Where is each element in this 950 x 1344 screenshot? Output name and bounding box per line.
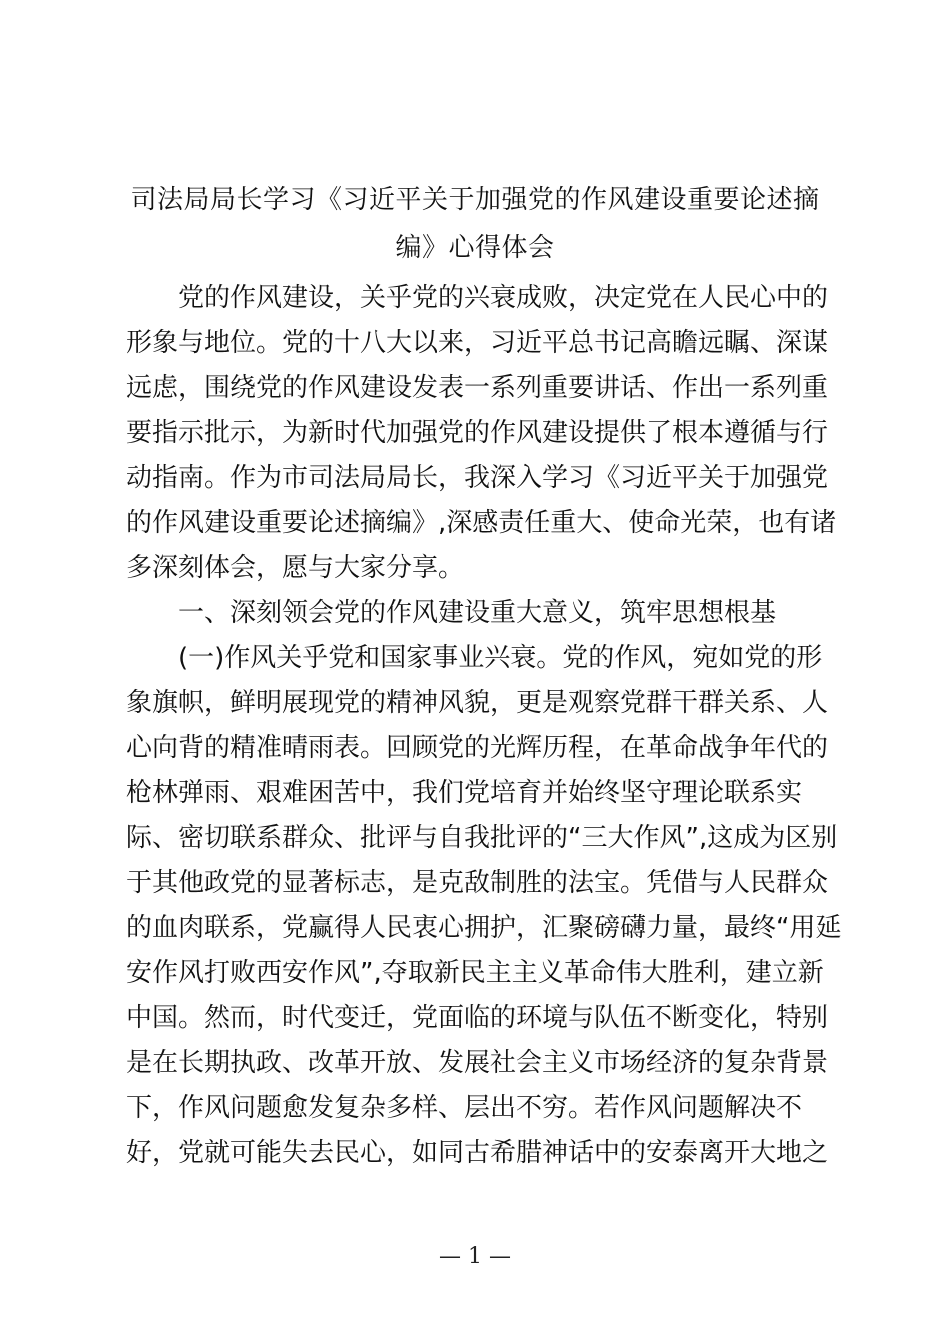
body-line: 安作风打败西安作风”,夺取新民主主义革命伟大胜利，建立新 (126, 958, 824, 988)
body-line: 是在长期执政、改革开放、发展社会主义市场经济的复杂背景 (126, 1048, 829, 1078)
body-line: 好，党就可能失去民心，如同古希腊神话中的安泰离开大地之 (126, 1138, 829, 1168)
body-line: 中国。然而，时代变迁，党面临的环境与队伍不断变化，特别 (126, 1003, 829, 1033)
section-heading: 一、深刻领会党的作风建设重大意义，筑牢思想根基 (126, 598, 777, 628)
document-title-line-2: 编》心得体会 (395, 233, 555, 263)
body-line: 心向背的精准晴雨表。回顾党的光辉历程，在革命战争年代的 (126, 733, 829, 763)
body-line: 动指南。作为市司法局局长，我深入学习《习近平关于加强党 (126, 463, 829, 493)
body-line: 下，作风问题愈发复杂多样、层出不穷。若作风问题解决不 (126, 1093, 803, 1123)
body-line: (一)作风关乎党和国家事业兴衰。党的作风，宛如党的形 (126, 643, 823, 673)
page-number: — 1 — (439, 1244, 511, 1269)
body-line: 形象与地位。党的十八大以来，习近平总书记高瞻远瞩、深谋 (126, 328, 829, 358)
body-line: 要指示批示，为新时代加强党的作风建设提供了根本遵循与行 (126, 418, 829, 448)
body-line: 际、密切联系群众、批评与自我批评的“三大作风”,这成为区别 (126, 823, 838, 853)
body-line: 于其他政党的显著标志，是克敌制胜的法宝。凭借与人民群众 (126, 868, 829, 898)
body-line: 枪林弹雨、艰难困苦中，我们党培育并始终坚守理论联系实 (126, 778, 803, 808)
body-line: 的作风建设重要论述摘编》,深感责任重大、使命光荣，也有诸 (126, 508, 837, 538)
body-line: 党的作风建设，关乎党的兴衰成败，决定党在人民心中的 (126, 283, 829, 313)
document-title-line-1: 司法局局长学习《习近平关于加强党的作风建设重要论述摘 (130, 185, 820, 215)
body-line: 远虑，围绕党的作风建设发表一系列重要讲话、作出一系列重 (126, 373, 829, 403)
body-line: 的血肉联系，党赢得人民衷心拥护，汇聚磅礴力量，最终“用延 (126, 913, 842, 943)
body-line: 象旗帜，鲜明展现党的精神风貌，更是观察党群干群关系、人 (126, 688, 829, 718)
body-line: 多深刻体会，愿与大家分享。 (126, 553, 465, 583)
